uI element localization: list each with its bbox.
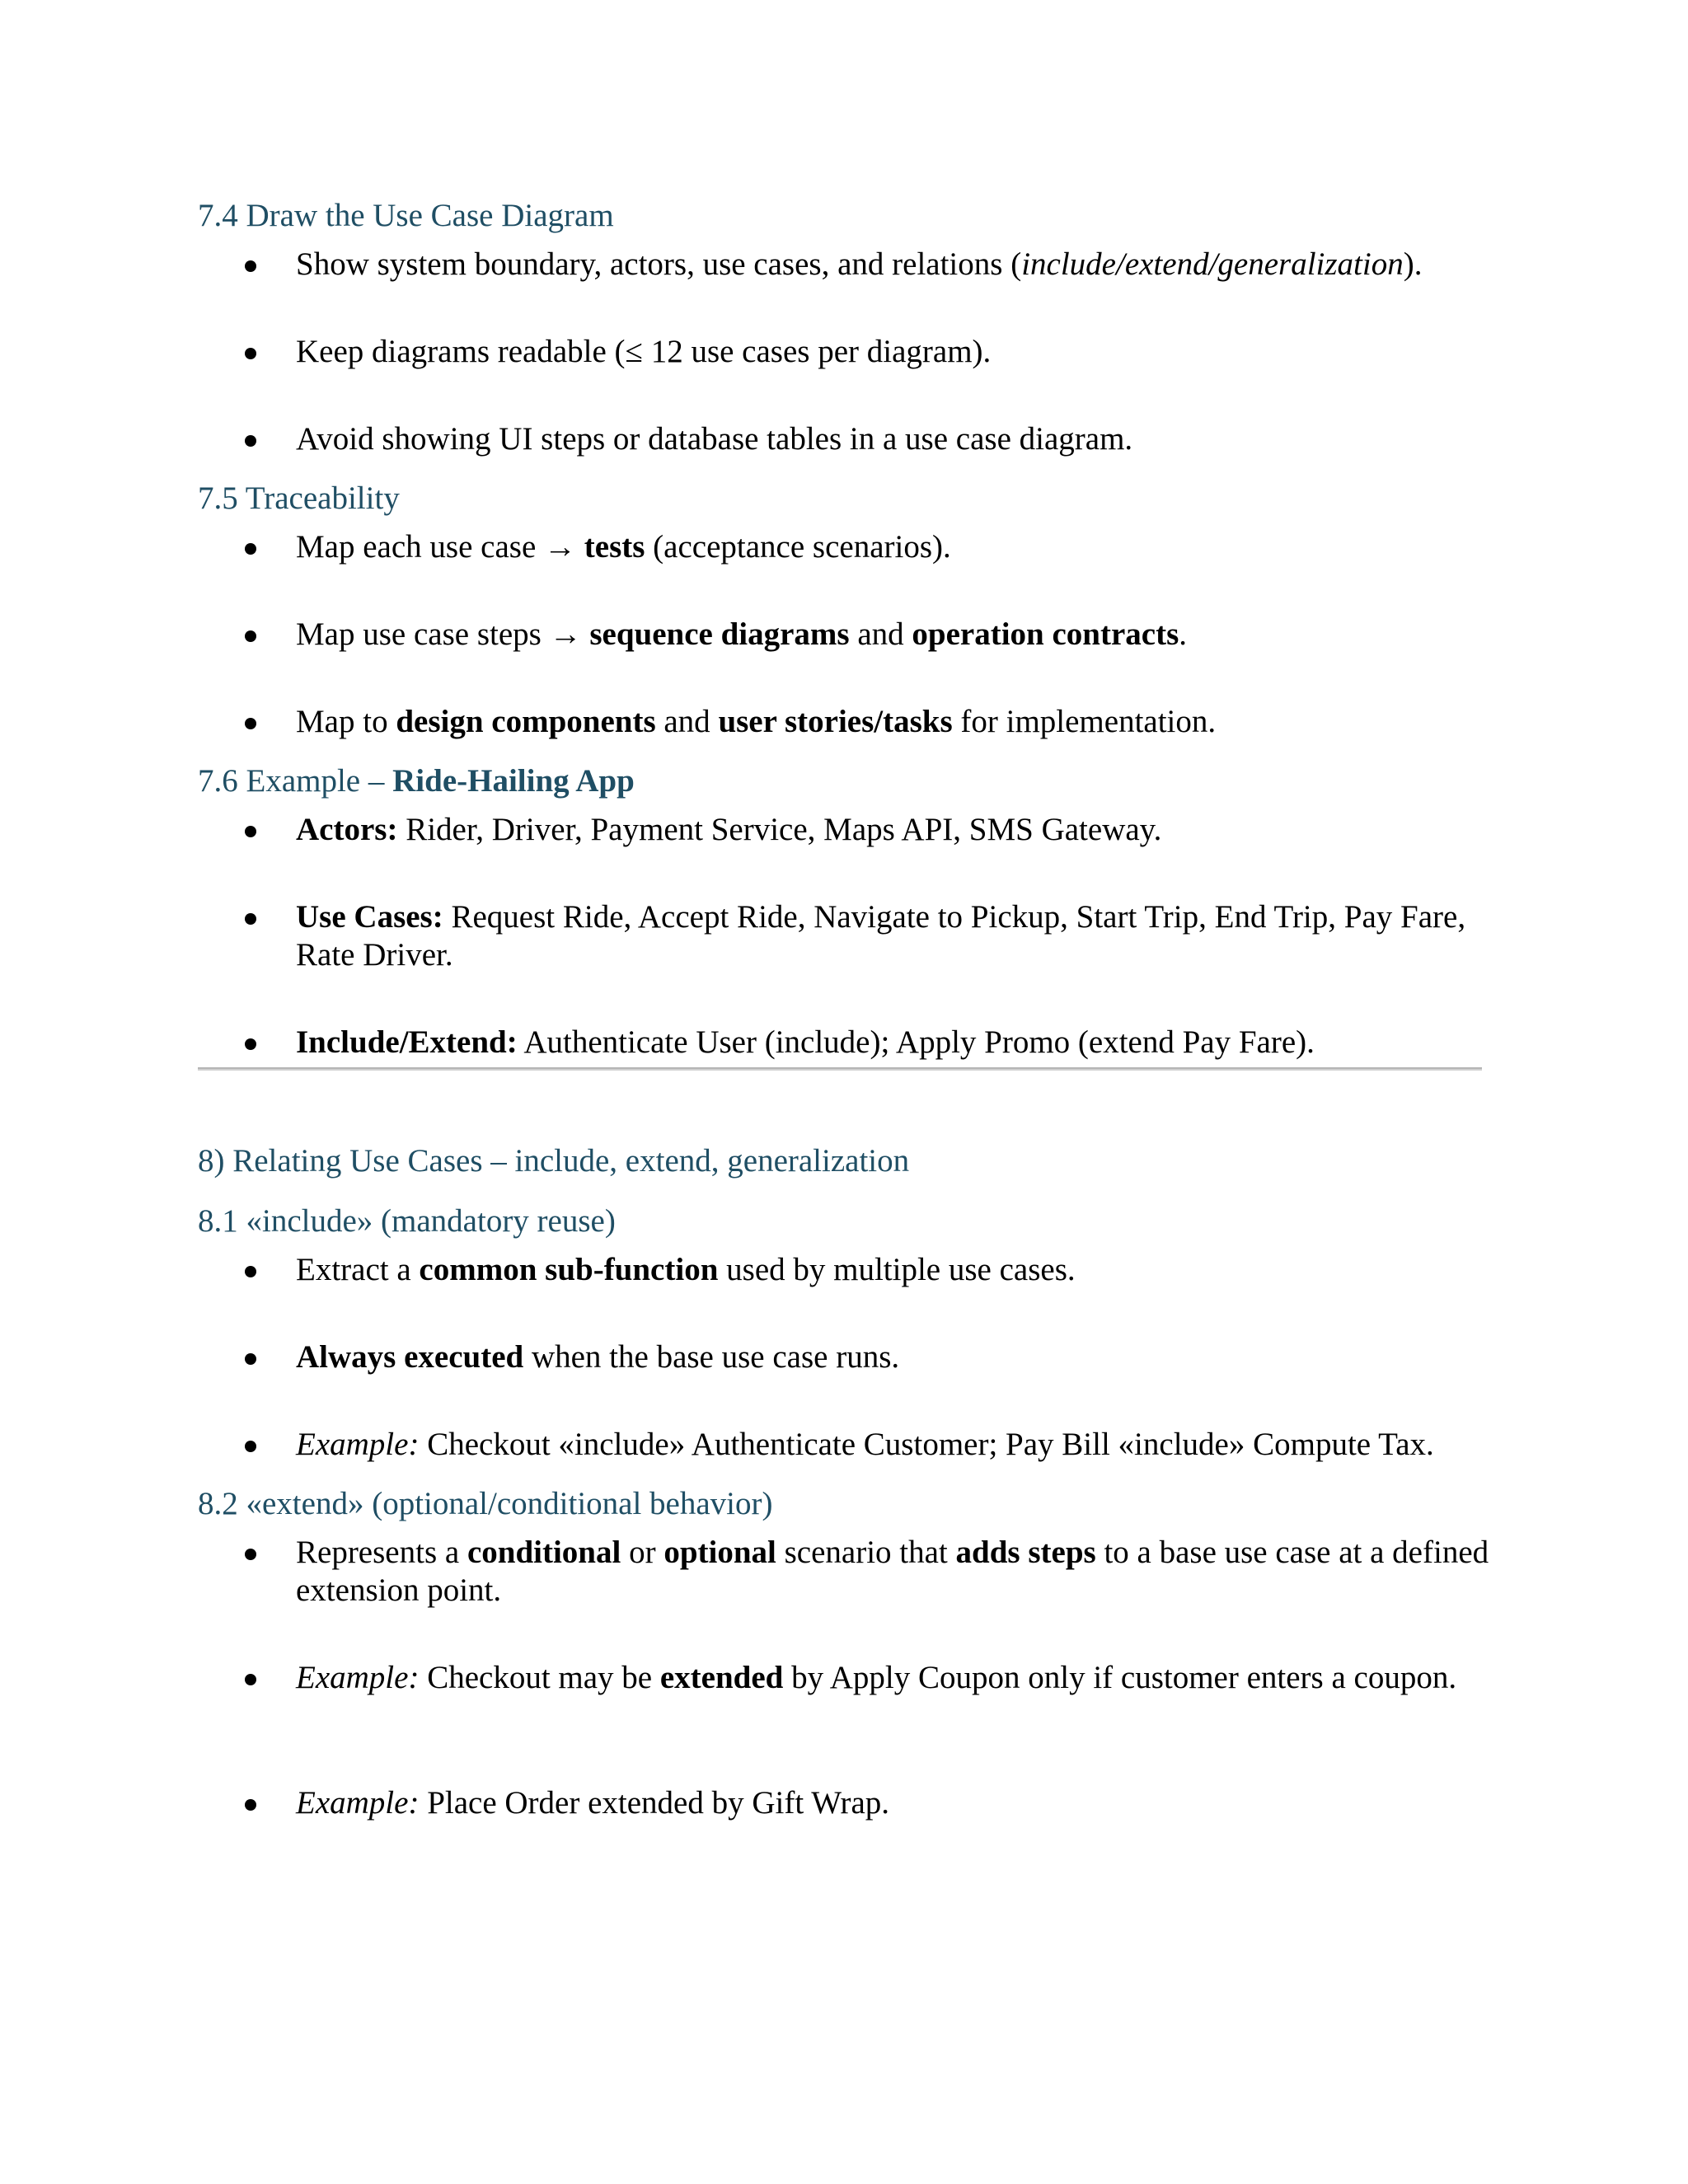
heading-7-5: 7.5 Traceability bbox=[198, 480, 400, 516]
bullet-icon bbox=[244, 1338, 260, 1378]
heading-8: 8) Relating Use Cases – include, extend, generalization bbox=[198, 1143, 910, 1179]
bullet-icon bbox=[244, 1784, 260, 1824]
list-item-text: Show system boundary, actors, use cases, and relations (include/extend/generalization). bbox=[296, 246, 1423, 282]
bullet-icon bbox=[244, 1024, 260, 1063]
list-item-text: Example: Checkout may be extended by Apply Coupon only if customer enters a coupon. bbox=[296, 1660, 1457, 1695]
bullet-icon bbox=[244, 1426, 260, 1465]
list-item-text: Use Cases: Request Ride, Accept Ride, Navigate to Pickup, Start Trip, End Trip, Pay Fare, Rate Driver. bbox=[296, 899, 1466, 972]
list-item-text: Actors: Rider, Driver, Payment Service, Maps API, SMS Gateway. bbox=[296, 812, 1162, 847]
bullet-icon bbox=[244, 333, 260, 373]
bullet-icon bbox=[244, 528, 260, 568]
bullet-icon bbox=[244, 420, 260, 460]
bullet-icon bbox=[244, 898, 260, 938]
list-item-text: Map to design components and user stories/tasks for implementation. bbox=[296, 704, 1217, 739]
horizontal-rule bbox=[198, 1067, 1482, 1071]
bullet-icon bbox=[244, 811, 260, 851]
bullet-icon bbox=[244, 703, 260, 743]
list-item-text: Represents a conditional or optional scenario that adds steps to a base use case at a defined extension point. bbox=[296, 1535, 1489, 1608]
list-item-text: Example: Place Order extended by Gift Wrap. bbox=[296, 1785, 890, 1821]
list-item-text: Always executed when the base use case runs. bbox=[296, 1339, 900, 1375]
list-item-text: Keep diagrams readable (≤ 12 use cases per diagram). bbox=[296, 334, 992, 369]
list-item-text: Avoid showing UI steps or database tables in a use case diagram. bbox=[296, 421, 1133, 457]
list-item-text: Example: Checkout «include» Authenticate Customer; Pay Bill «include» Compute Tax. bbox=[296, 1427, 1434, 1462]
list-item-text: Map each use case → tests (acceptance scenarios). bbox=[296, 529, 951, 565]
bullet-icon bbox=[244, 1251, 260, 1291]
heading-8-1: 8.1 «include» (mandatory reuse) bbox=[198, 1203, 616, 1239]
bullet-icon bbox=[244, 246, 260, 285]
heading-8-2: 8.2 «extend» (optional/conditional behavior) bbox=[198, 1486, 773, 1521]
heading-7-6: 7.6 Example – Ride-Hailing App bbox=[198, 763, 635, 799]
list-item-text: Extract a common sub-function used by multiple use cases. bbox=[296, 1252, 1076, 1287]
bullet-icon bbox=[244, 616, 260, 655]
bullet-icon bbox=[244, 1659, 260, 1699]
list-item-text: Include/Extend: Authenticate User (include); Apply Promo (extend Pay Fare). bbox=[296, 1024, 1315, 1060]
heading-7-4: 7.4 Draw the Use Case Diagram bbox=[198, 198, 614, 233]
bullet-icon bbox=[244, 1534, 260, 1573]
list-item-text: Map use case steps → sequence diagrams and operation contracts. bbox=[296, 616, 1188, 652]
